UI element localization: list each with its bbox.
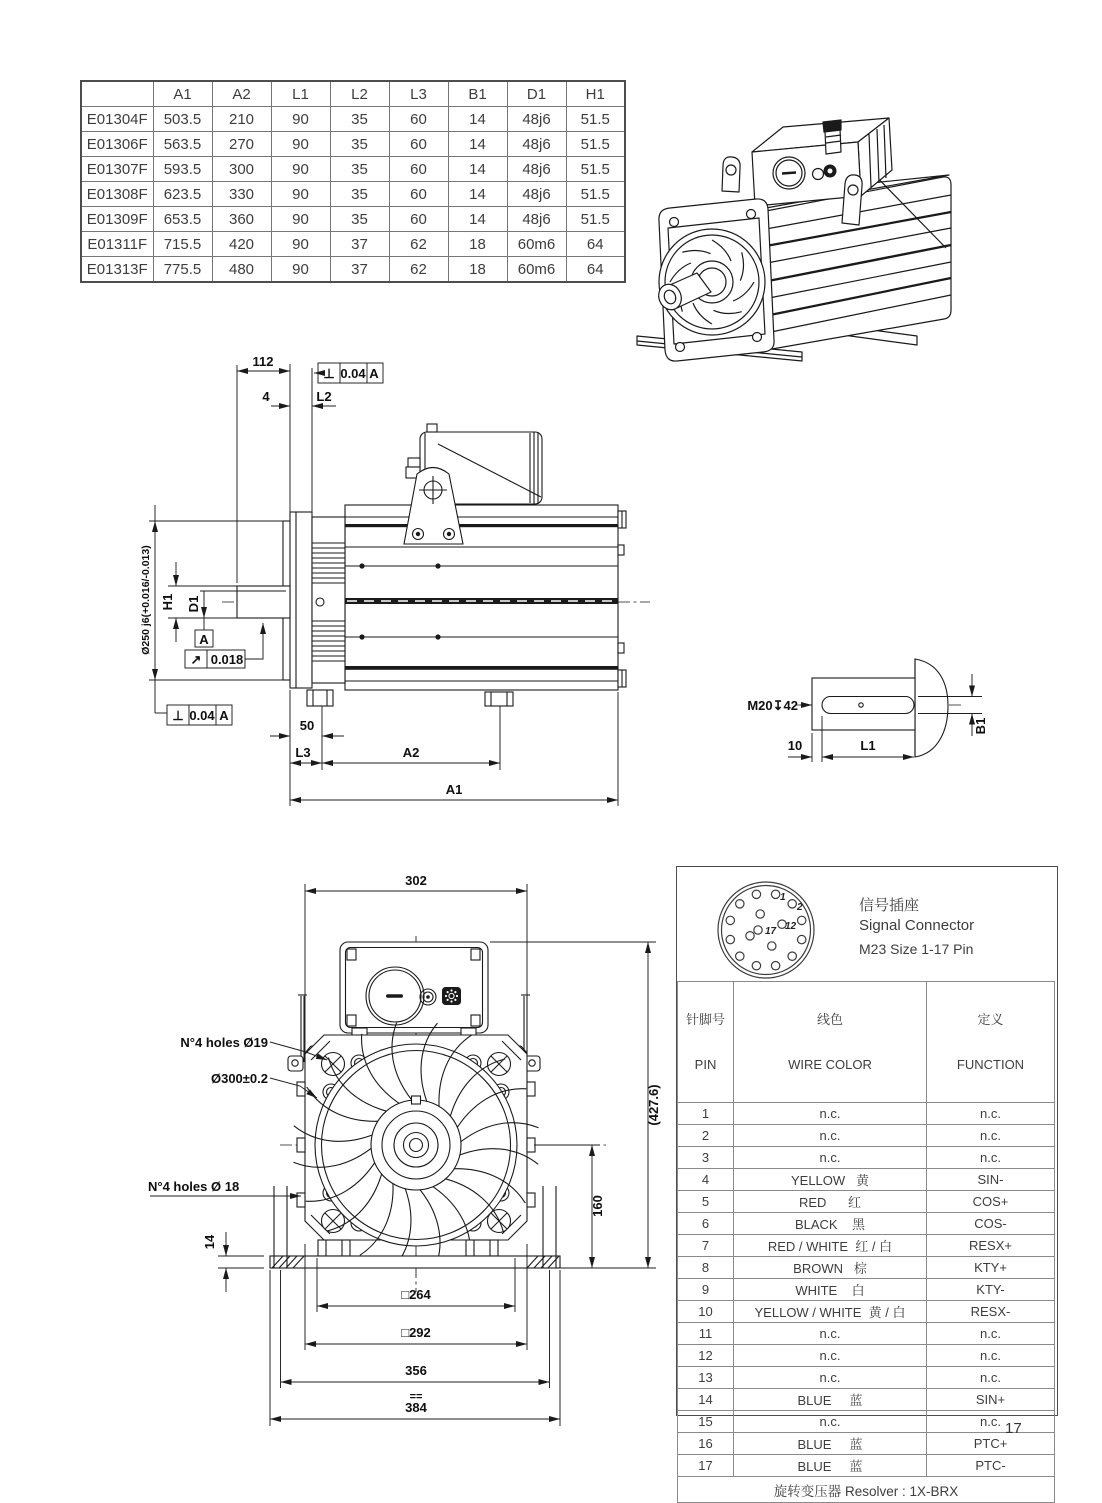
- table-cell: 35: [330, 182, 389, 207]
- table-cell: B1: [448, 81, 507, 107]
- table-cell: 775.5: [153, 257, 212, 283]
- dim-l1-label: L1: [860, 738, 876, 753]
- shaft-end-detail: [795, 659, 962, 757]
- table-cell: 90: [271, 232, 330, 257]
- table-cell: A1: [153, 81, 212, 107]
- table-cell: BLACK 黑: [734, 1213, 927, 1235]
- table-cell: 270: [212, 132, 271, 157]
- holes-19-label: N°4 holes Ø19: [180, 1035, 268, 1050]
- table-cell: L3: [389, 81, 448, 107]
- table-row: [81, 207, 625, 232]
- side-view-drawing: [130, 350, 1020, 820]
- table-cell: 210: [212, 107, 271, 132]
- signal-connector-panel: [676, 866, 1058, 1499]
- table-row: [678, 1125, 1055, 1147]
- perpendicularity2-datum: A: [219, 708, 229, 723]
- table-cell: 48j6: [507, 182, 566, 207]
- connector-subtitle: M23 Size 1-17 Pin: [859, 941, 974, 957]
- pin-table-header-row: [678, 982, 1055, 1103]
- dimension-table: [80, 80, 626, 283]
- table-row: [678, 1257, 1055, 1279]
- front-junction-box: [340, 942, 488, 1036]
- table-row: [678, 1147, 1055, 1169]
- table-cell: 14: [448, 132, 507, 157]
- dim-384-label: 384: [405, 1400, 427, 1415]
- table-cell: n.c.: [734, 1367, 927, 1389]
- table-row: [678, 1103, 1055, 1125]
- connector-title-cn: 信号插座: [859, 897, 920, 914]
- front-view-drawing: [130, 855, 690, 1455]
- dimension-table-body: [81, 81, 625, 107]
- dim-50-label: 50: [299, 718, 315, 733]
- table-row: [81, 232, 625, 257]
- thread-callout-label: M20↧42: [747, 698, 798, 713]
- table-cell: PTC+: [927, 1433, 1055, 1455]
- dim-160-label: 160: [590, 1195, 605, 1217]
- table-cell: 51.5: [566, 132, 625, 157]
- table-cell: E01313F: [81, 257, 153, 283]
- table-cell: E01308F: [81, 182, 153, 207]
- table-row: [678, 1455, 1055, 1477]
- table-cell: 14: [448, 207, 507, 232]
- table-cell: 48j6: [507, 132, 566, 157]
- pin-column-header: [678, 982, 734, 1103]
- dim-d1-label: D1: [186, 595, 201, 613]
- iso-connector-small: [813, 169, 824, 180]
- table-cell: KTY+: [927, 1257, 1055, 1279]
- table-cell: n.c.: [927, 1345, 1055, 1367]
- table-cell: 10: [678, 1301, 734, 1323]
- dim-264-label: □264: [401, 1287, 431, 1302]
- table-row: [678, 1345, 1055, 1367]
- table-cell: 62: [389, 232, 448, 257]
- table-cell: 503.5: [153, 107, 212, 132]
- table-cell: YELLOW 黄: [734, 1169, 927, 1191]
- pin-17-label: 17: [765, 926, 777, 937]
- perpendicularity2-symbol: ⊥: [172, 708, 184, 723]
- table-cell: 5: [678, 1191, 734, 1213]
- table-cell: n.c.: [734, 1103, 927, 1125]
- pin-column-header-cn: 针脚号: [685, 1012, 725, 1027]
- runout-symbol: ↗: [190, 652, 202, 667]
- table-cell: 14: [448, 157, 507, 182]
- wire-color-column-header-cn: 线色: [816, 1012, 843, 1027]
- table-cell: n.c.: [927, 1147, 1055, 1169]
- table-cell: 60: [389, 132, 448, 157]
- dim-112-label: 112: [252, 354, 274, 369]
- side-flange: [283, 512, 345, 688]
- table-cell: 715.5: [153, 232, 212, 257]
- function-column-header-cn: 定义: [977, 1012, 1004, 1027]
- table-cell: E01311F: [81, 232, 153, 257]
- side-motor-body: [345, 505, 626, 690]
- table-cell: n.c.: [927, 1411, 1055, 1433]
- dimension-table-header-row: [81, 81, 625, 107]
- pin-table-rows: [678, 1103, 1055, 1477]
- table-row: [678, 1213, 1055, 1235]
- dim-dia250-label: Ø250 j6(+0.016/-0.013): [140, 545, 152, 655]
- table-cell: BLUE 蓝: [734, 1455, 927, 1477]
- table-cell: 90: [271, 107, 330, 132]
- dim-292-label: □292: [401, 1325, 431, 1340]
- pin-2-label: 2: [797, 902, 803, 913]
- pin-1-label: 1: [780, 892, 786, 903]
- table-cell: E01304F: [81, 107, 153, 132]
- perpendicularity2-tolerance: 0.04: [189, 708, 215, 723]
- table-cell: BLUE 蓝: [734, 1389, 927, 1411]
- table-cell: YELLOW / WHITE 黄 / 白: [734, 1301, 927, 1323]
- dim-427-label: (427.6): [646, 1084, 661, 1126]
- table-cell: n.c.: [927, 1367, 1055, 1389]
- table-cell: n.c.: [734, 1323, 927, 1345]
- table-cell: n.c.: [734, 1147, 927, 1169]
- table-cell: 16: [678, 1433, 734, 1455]
- table-cell: 90: [271, 182, 330, 207]
- table-cell: 13: [678, 1367, 734, 1389]
- table-cell: 9: [678, 1279, 734, 1301]
- symmetry-symbol: ==: [409, 1391, 423, 1403]
- table-cell: 60: [389, 107, 448, 132]
- dim-a1-label: A1: [445, 782, 463, 797]
- table-cell: 51.5: [566, 182, 625, 207]
- dim-14-label: 14: [202, 1234, 217, 1250]
- table-cell: 51.5: [566, 107, 625, 132]
- dim-h1-label: H1: [160, 593, 175, 611]
- table-cell: 14: [448, 182, 507, 207]
- table-row: [678, 1301, 1055, 1323]
- table-row: [81, 157, 625, 182]
- connector-pin-diagram: [691, 873, 841, 985]
- table-cell: D1: [507, 81, 566, 107]
- dimension-table-rows: [81, 107, 625, 283]
- table-cell: n.c.: [927, 1125, 1055, 1147]
- dim-356-label: 356: [405, 1363, 427, 1378]
- table-row: [678, 1323, 1055, 1345]
- table-cell: SIN-: [927, 1169, 1055, 1191]
- table-cell: 60m6: [507, 257, 566, 283]
- iso-fan-face: [659, 229, 765, 335]
- pin-column-header-en: PIN: [694, 1057, 717, 1072]
- table-cell: 18: [448, 232, 507, 257]
- table-cell: n.c.: [927, 1323, 1055, 1345]
- table-cell: 62: [389, 257, 448, 283]
- table-cell: 11: [678, 1323, 734, 1345]
- table-cell: 623.5: [153, 182, 212, 207]
- table-cell: 2: [678, 1125, 734, 1147]
- table-cell: 90: [271, 207, 330, 232]
- resolver-type-label: 旋转变压器 Resolver : 1X-BRX: [678, 1477, 1055, 1503]
- side-shaft: [237, 586, 290, 618]
- table-cell: 35: [330, 107, 389, 132]
- table-cell: 17: [678, 1455, 734, 1477]
- table-cell: 593.5: [153, 157, 212, 182]
- table-cell: 48j6: [507, 107, 566, 132]
- table-cell: 35: [330, 157, 389, 182]
- table-row: [678, 1191, 1055, 1213]
- table-cell: 48j6: [507, 157, 566, 182]
- table-cell: RESX+: [927, 1235, 1055, 1257]
- table-row: [81, 257, 625, 283]
- table-cell: 1: [678, 1103, 734, 1125]
- table-cell: 64: [566, 232, 625, 257]
- dia-300-label: Ø300±0.2: [210, 1071, 268, 1086]
- table-row: [678, 1235, 1055, 1257]
- table-cell: 14: [448, 107, 507, 132]
- table-cell: 64: [566, 257, 625, 283]
- resolver-row: [678, 1477, 1055, 1503]
- table-cell: H1: [566, 81, 625, 107]
- function-column-header: [927, 982, 1055, 1103]
- table-cell: E01306F: [81, 132, 153, 157]
- function-column-header-en: FUNCTION: [956, 1057, 1025, 1072]
- runout-tolerance: 0.018: [210, 652, 244, 667]
- table-cell: SIN+: [927, 1389, 1055, 1411]
- table-cell: L2: [330, 81, 389, 107]
- front-connector-knurled: [442, 987, 461, 1005]
- pin-table-header: [678, 982, 1055, 1103]
- perpendicularity-tolerance: 0.04: [340, 366, 366, 381]
- wire-color-column-header: [734, 982, 927, 1103]
- table-cell: 37: [330, 257, 389, 283]
- pin-12-label: 12: [785, 921, 797, 932]
- table-cell: 90: [271, 157, 330, 182]
- table-cell: 300: [212, 157, 271, 182]
- table-cell: 480: [212, 257, 271, 283]
- table-cell: n.c.: [927, 1103, 1055, 1125]
- table-cell: 35: [330, 207, 389, 232]
- table-cell: 14: [678, 1389, 734, 1411]
- pin-table-footer: [678, 1477, 1055, 1503]
- iso-cable-gland: [823, 120, 841, 154]
- table-cell: 4: [678, 1169, 734, 1191]
- table-row: [678, 1433, 1055, 1455]
- table-cell: COS+: [927, 1191, 1055, 1213]
- dim-l3-label: L3: [295, 745, 311, 760]
- side-feet: [307, 690, 513, 706]
- table-cell: 360: [212, 207, 271, 232]
- isometric-view-drawing: [630, 85, 1070, 395]
- table-cell: RED 红: [734, 1191, 927, 1213]
- table-cell: 51.5: [566, 157, 625, 182]
- table-cell: E01307F: [81, 157, 153, 182]
- table-cell: 37: [330, 232, 389, 257]
- table-cell: 653.5: [153, 207, 212, 232]
- table-cell: COS-: [927, 1213, 1055, 1235]
- table-cell: WHITE 白: [734, 1279, 927, 1301]
- table-row: [81, 132, 625, 157]
- table-cell: 35: [330, 132, 389, 157]
- dim-4-label: 4: [262, 389, 270, 404]
- table-cell: 15: [678, 1411, 734, 1433]
- table-cell: PTC-: [927, 1455, 1055, 1477]
- table-cell: n.c.: [734, 1125, 927, 1147]
- table-cell: 60: [389, 207, 448, 232]
- table-cell: 48j6: [507, 207, 566, 232]
- table-cell: 6: [678, 1213, 734, 1235]
- dim-b1-label: B1: [973, 717, 988, 735]
- table-row: [678, 1279, 1055, 1301]
- table-row: [678, 1411, 1055, 1433]
- dim-302-label: 302: [405, 873, 427, 888]
- dim-10-label: 10: [787, 738, 803, 753]
- holes-18-label: N°4 holes Ø 18: [148, 1179, 240, 1194]
- table-cell: A2: [212, 81, 271, 107]
- table-cell: KTY-: [927, 1279, 1055, 1301]
- table-cell: RESX-: [927, 1301, 1055, 1323]
- table-row: [81, 107, 625, 132]
- table-cell: 18: [448, 257, 507, 283]
- table-cell: 8: [678, 1257, 734, 1279]
- page-number: 17: [1005, 1420, 1022, 1437]
- table-row: [678, 1169, 1055, 1191]
- table-cell: BROWN 棕: [734, 1257, 927, 1279]
- table-cell: 60: [389, 157, 448, 182]
- table-cell: L1: [271, 81, 330, 107]
- connector-title-en: Signal Connector: [859, 917, 975, 934]
- table-cell: [81, 81, 153, 107]
- table-cell: n.c.: [734, 1345, 927, 1367]
- dim-l2-label: L2: [316, 389, 332, 404]
- table-cell: 60: [389, 182, 448, 207]
- pin-assignment-table: [677, 981, 1055, 1503]
- table-cell: 12: [678, 1345, 734, 1367]
- table-cell: E01309F: [81, 207, 153, 232]
- iso-box-cover: [773, 157, 805, 189]
- table-cell: 7: [678, 1235, 734, 1257]
- table-cell: 330: [212, 182, 271, 207]
- table-cell: n.c.: [734, 1411, 927, 1433]
- table-cell: 563.5: [153, 132, 212, 157]
- table-row: [678, 1389, 1055, 1411]
- dim-a2-label: A2: [402, 745, 420, 760]
- table-cell: RED / WHITE 红 / 白: [734, 1235, 927, 1257]
- table-row: [678, 1367, 1055, 1389]
- wire-color-column-header-en: WIRE COLOR: [788, 1057, 872, 1072]
- table-cell: BLUE 蓝: [734, 1433, 927, 1455]
- table-cell: 90: [271, 257, 330, 283]
- datum-a-label: A: [199, 632, 209, 647]
- table-cell: 3: [678, 1147, 734, 1169]
- table-cell: 420: [212, 232, 271, 257]
- perpendicularity-symbol: ⊥: [323, 366, 335, 381]
- perpendicularity-datum: A: [369, 366, 379, 381]
- table-row: [81, 182, 625, 207]
- table-cell: 60m6: [507, 232, 566, 257]
- table-cell: 51.5: [566, 207, 625, 232]
- table-cell: 90: [271, 132, 330, 157]
